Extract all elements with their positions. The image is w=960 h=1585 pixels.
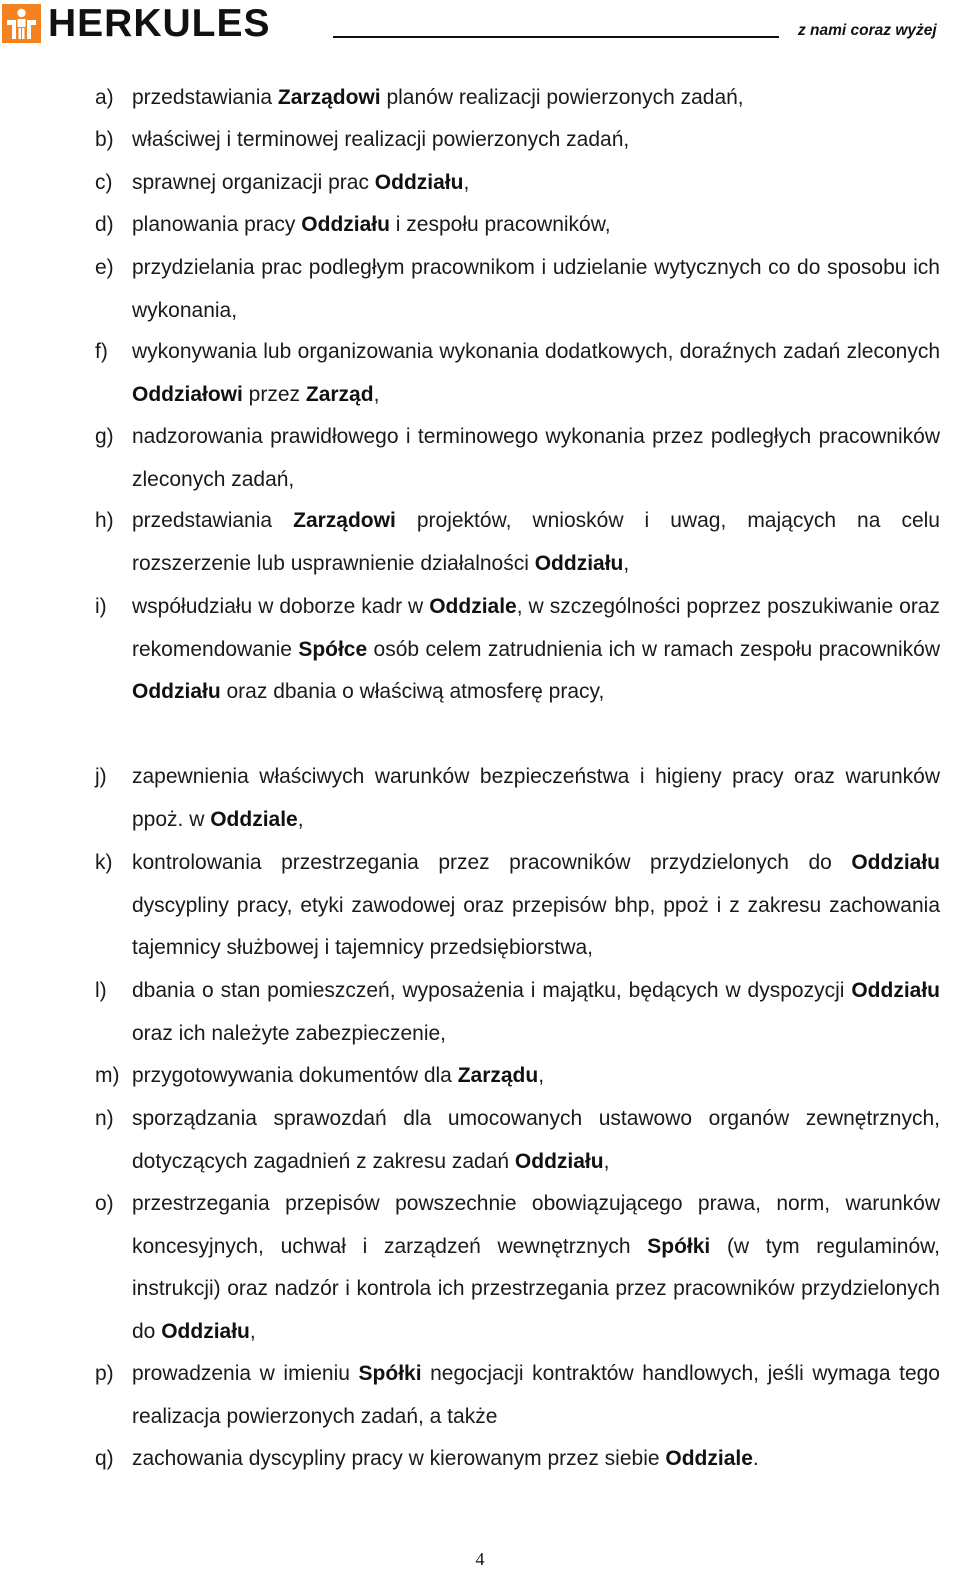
emphasized-term: Oddziale xyxy=(210,807,298,831)
text-segment: , w szczególności poprzez poszukiwanie oraz rekomendowanie xyxy=(132,595,940,661)
text-segment: sporządzania sprawozdań dla umocowanych ustawowo organów zewnętrznych, dotyczących zagadnień z zakresu zadań xyxy=(132,1107,940,1173)
emphasized-term: Zarządu xyxy=(457,1064,539,1087)
text-segment: sprawnej organizacji prac xyxy=(132,171,375,194)
list-item-text xyxy=(132,119,940,162)
text-segment: i zespołu pracowników, xyxy=(389,213,611,236)
text-segment: prowadzenia w imieniu xyxy=(132,1362,359,1385)
list-item-text xyxy=(132,204,940,247)
list-item-letter: a) xyxy=(95,86,114,109)
text-segment: przestrzegania przepisów powszechnie obowiązującego prawa, norm, warunków koncesyjnych, uchwał i zarządzeń wewnętrznych xyxy=(132,1192,940,1258)
header-slogan: z nami coraz wyżej xyxy=(798,22,937,39)
list-item-text xyxy=(132,1055,940,1098)
list-item-letter: m) xyxy=(95,1064,120,1087)
list-item-text xyxy=(132,756,940,841)
emphasized-term: Zarządowi xyxy=(277,86,381,109)
list-item-text xyxy=(132,416,940,501)
list-item-letter: c) xyxy=(95,171,113,194)
list-item-letter: g) xyxy=(95,425,114,448)
list-item-text xyxy=(132,970,940,1055)
text-segment: zapewnienia właściwych warunków bezpieczeństwa i higieny pracy oraz warunków ppoż. w xyxy=(132,765,940,831)
text-segment: . xyxy=(752,1447,759,1470)
list-item-letter: h) xyxy=(95,509,114,532)
text-segment: kontrolowania przestrzegania przez pracowników przydzielonych do xyxy=(132,851,852,874)
list-item-letter: f) xyxy=(95,340,108,363)
text-segment: przedstawiania xyxy=(132,509,294,532)
emphasized-term: Oddziału xyxy=(534,551,624,575)
text-segment: przedstawiania xyxy=(132,86,278,109)
emphasized-term: Oddziale xyxy=(429,595,517,618)
text-segment: , xyxy=(623,551,630,575)
list-item-text xyxy=(132,1098,940,1183)
list-item-text xyxy=(132,586,940,714)
emphasized-term: Spółce xyxy=(298,637,368,661)
list-item-letter: b) xyxy=(95,128,114,151)
list-item-text xyxy=(132,1183,940,1353)
text-segment: wykonywania lub organizowania wykonania dodatkowych, doraźnych zadań zleconych xyxy=(132,340,940,363)
text-segment: projektów, wniosków i uwag, mających na celu rozszerzenie lub usprawnienie działalności xyxy=(132,509,940,575)
list-item-text xyxy=(132,1353,940,1438)
emphasized-term: Oddziału xyxy=(514,1149,604,1173)
text-segment: właściwej i terminowej realizacji powierzonych zadań, xyxy=(132,128,630,151)
emphasized-term: Zarządowi xyxy=(293,509,396,532)
text-segment: oraz dbania o właściwą atmosferę pracy, xyxy=(220,680,605,703)
header-divider xyxy=(333,36,779,38)
text-segment: , xyxy=(463,171,470,194)
text-segment: zachowania dyscypliny pracy w kierowanym przez siebie xyxy=(132,1447,666,1470)
list-item-letter: i) xyxy=(95,595,107,618)
emphasized-term: Oddziału xyxy=(161,1319,250,1343)
list-item-text xyxy=(132,77,940,120)
list-item-letter: e) xyxy=(95,256,114,279)
text-segment: , xyxy=(249,1319,256,1343)
page-header xyxy=(0,0,960,50)
text-segment: osób celem zatrudnienia ich w ramach zespołu pracowników xyxy=(367,637,940,661)
list-item-text xyxy=(132,1438,940,1481)
text-segment: przez xyxy=(242,382,306,406)
text-segment: dbania o stan pomieszczeń, wyposażenia i majątku, będących w dyspozycji xyxy=(132,979,852,1002)
text-segment: współudziału w doborze kadr w xyxy=(132,595,430,618)
text-segment: , xyxy=(603,1149,610,1173)
text-segment: (w tym regulaminów, instrukcji) oraz nadzór i kontrola ich przestrzegania przez pracowników przydzielonych do xyxy=(132,1234,941,1343)
text-segment: , xyxy=(373,382,380,406)
list-item-text xyxy=(132,842,940,970)
text-segment: przydzielania prac podległym pracownikom i udzielanie wytycznych co do sposobu ich wykonania, xyxy=(132,256,940,322)
text-segment: nadzorowania prawidłowego i terminowego wykonania przez podległych pracowników zleconych zadań, xyxy=(132,425,940,491)
list-item-letter: o) xyxy=(95,1192,114,1215)
text-segment: dyscypliny pracy, etyki zawodowej oraz przepisów bhp, ppoż i z zakresu zachowania tajemnicy służbowej i tajemnicy przedsiębiorstwa, xyxy=(132,893,940,959)
list-item-text xyxy=(132,162,940,205)
herkules-logo-icon xyxy=(2,4,41,43)
logo-wordmark: HERKULES xyxy=(48,2,271,45)
emphasized-term: Spółki xyxy=(358,1362,422,1385)
list-item-letter: j) xyxy=(95,765,107,788)
emphasized-term: Spółki xyxy=(647,1234,711,1258)
text-segment: , xyxy=(538,1064,545,1087)
list-item-letter: n) xyxy=(95,1107,114,1130)
emphasized-term: Oddziału xyxy=(301,213,390,236)
list-item-letter: d) xyxy=(95,213,114,236)
emphasized-term: Oddziałowi xyxy=(132,382,243,406)
text-segment: przygotowywania dokumentów dla xyxy=(132,1064,458,1087)
emphasized-term: Zarząd xyxy=(305,382,374,406)
list-item-letter: p) xyxy=(95,1362,114,1385)
emphasized-term: Oddziału xyxy=(374,171,464,194)
emphasized-term: Oddziału xyxy=(132,680,221,703)
page-number: 4 xyxy=(475,1549,485,1569)
list-item-letter: q) xyxy=(95,1447,114,1470)
list-item-text xyxy=(132,500,940,585)
list-item-text xyxy=(132,331,940,416)
text-segment: planów realizacji powierzonych zadań, xyxy=(380,86,744,109)
text-segment: , xyxy=(297,807,304,831)
list-item-letter: l) xyxy=(95,979,107,1002)
list-item-text xyxy=(132,247,940,332)
list-item-letter: k) xyxy=(95,851,113,874)
emphasized-term: Oddziału xyxy=(851,851,940,874)
emphasized-term: Oddziału xyxy=(851,979,940,1002)
text-segment: oraz ich należyte zabezpieczenie, xyxy=(132,1021,447,1045)
text-segment: negocjacji kontraktów handlowych, jeśli wymaga tego realizacja powierzonych zadań, a także xyxy=(132,1362,940,1428)
text-segment: planowania pracy xyxy=(132,213,302,236)
emphasized-term: Oddziale xyxy=(665,1447,753,1470)
